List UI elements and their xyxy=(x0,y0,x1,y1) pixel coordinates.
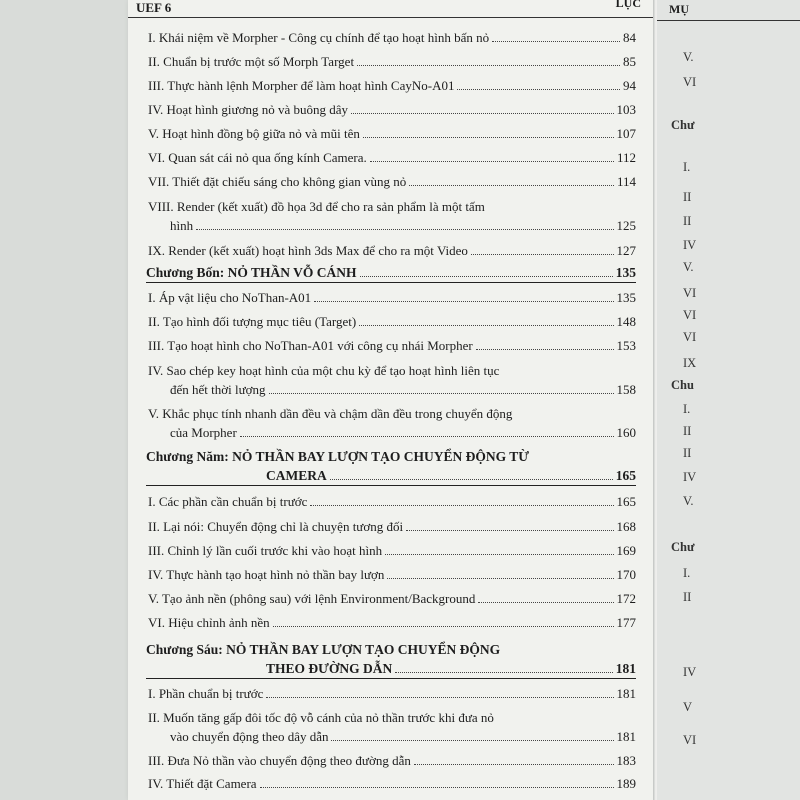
toc-section xyxy=(146,52,636,71)
toc-page-number: 148 xyxy=(616,314,636,329)
facing-section-fragment: VI xyxy=(683,308,697,322)
toc-section xyxy=(146,336,636,355)
dot-leader xyxy=(387,578,613,579)
toc-title: III. Tạo hoạt hình cho NoThan-A01 với công cụ nhái Morpher xyxy=(148,338,473,353)
dot-leader xyxy=(406,530,613,531)
facing-section-fragment: IX xyxy=(683,356,697,370)
toc-page-number: 103 xyxy=(616,102,636,117)
dot-leader xyxy=(240,436,614,437)
facing-chapter-fragment: Chư xyxy=(671,540,695,554)
facing-chapter-fragment: Chu xyxy=(671,378,694,392)
dot-leader xyxy=(395,672,612,673)
dot-leader xyxy=(471,254,614,255)
toc-page-number: 125 xyxy=(616,218,636,233)
facing-section-fragment: VI xyxy=(683,330,697,344)
dot-leader xyxy=(266,697,613,698)
toc-title: IV. Thiết đặt Camera xyxy=(148,776,257,791)
toc-page-number: 127 xyxy=(616,243,636,258)
toc-chapter xyxy=(146,263,636,283)
toc-page-number: 181 xyxy=(615,661,636,676)
toc-section xyxy=(146,288,636,307)
toc-page-number: 168 xyxy=(616,519,636,534)
toc-page-number: 153 xyxy=(616,338,636,353)
toc-title: V. Tạo ảnh nền (phông sau) với lệnh Environment/Background xyxy=(148,591,476,606)
toc-section xyxy=(146,76,636,95)
table-of-contents xyxy=(146,28,636,797)
toc-section xyxy=(146,28,636,47)
toc-section xyxy=(146,565,636,584)
header-rule xyxy=(128,17,653,18)
toc-title: vào chuyển động theo dây dẫn xyxy=(170,729,329,744)
dot-leader xyxy=(476,349,614,350)
header-right-text: LỤC xyxy=(615,0,641,10)
toc-title: II. Chuẩn bị trước một số Morph Target xyxy=(148,54,355,69)
toc-title: V. Khắc phục tính nhanh dần đều và chậm dần đều trong chuyển động xyxy=(148,406,513,421)
toc-page-number: 114 xyxy=(616,174,636,189)
facing-section-fragment: VI xyxy=(683,75,697,89)
toc-title: VI. Quan sát cái nỏ qua ống kính Camera. xyxy=(148,150,367,165)
dot-leader xyxy=(351,113,614,114)
dot-leader xyxy=(331,740,613,741)
toc-title: VII. Thiết đặt chiếu sáng cho không gian vùng nỏ xyxy=(148,174,407,189)
toc-page-number: 165 xyxy=(616,494,636,509)
toc-title: VIII. Render (kết xuất) đồ họa 3d để cho ra sản phẩm là một tấm xyxy=(148,199,485,214)
dot-leader xyxy=(359,325,613,326)
toc-title: II. Tạo hình đối tượng mục tiêu (Target) xyxy=(148,314,357,329)
toc-page-number: 183 xyxy=(616,753,636,768)
dot-leader xyxy=(360,276,613,277)
toc-section xyxy=(146,708,636,746)
toc-title: I. Áp vật liệu cho NoThan-A01 xyxy=(148,290,312,305)
facing-section-fragment: V. xyxy=(683,50,694,64)
toc-title: V. Hoạt hình đồng bộ giữa nỏ và mũi tên xyxy=(148,126,360,141)
toc-page-number: 181 xyxy=(616,686,636,701)
toc-page-number: 84 xyxy=(623,30,636,45)
toc-page-number: 170 xyxy=(616,567,636,582)
toc-title: III. Chỉnh lý lần cuối trước khi vào hoạt hình xyxy=(148,543,383,558)
toc-section xyxy=(146,751,636,770)
facing-section-fragment: V xyxy=(683,700,693,714)
toc-section xyxy=(146,148,636,167)
toc-page-number: 169 xyxy=(616,543,636,558)
toc-title: IV. Hoạt hình giương nỏ và buông dây xyxy=(148,102,348,117)
facing-section-fragment: II xyxy=(683,590,692,604)
toc-page-number: 158 xyxy=(616,382,636,397)
toc-title: IV. Thực hành tạo hoạt hình nỏ thần bay lượn xyxy=(148,567,385,582)
dot-leader xyxy=(357,65,620,66)
facing-section-fragment: V. xyxy=(683,260,694,274)
dot-leader xyxy=(414,764,614,765)
book-page xyxy=(128,0,653,800)
page-header xyxy=(128,0,653,24)
toc-page-number: 181 xyxy=(616,729,636,744)
toc-page-number: 160 xyxy=(616,425,636,440)
dot-leader xyxy=(385,554,613,555)
facing-page-header: MỤ xyxy=(669,2,689,16)
toc-section xyxy=(146,404,636,442)
toc-page-number: 85 xyxy=(623,54,636,69)
toc-section xyxy=(146,541,636,560)
toc-title: CAMERA xyxy=(266,468,327,483)
facing-page xyxy=(657,0,800,800)
dot-leader xyxy=(478,602,613,603)
facing-section-fragment: VI xyxy=(683,733,697,747)
dot-leader xyxy=(409,185,614,186)
toc-page-number: 107 xyxy=(616,126,636,141)
toc-title: II. Lại nói: Chuyển động chỉ là chuyện tương đối xyxy=(148,519,404,534)
toc-section xyxy=(146,241,636,260)
dot-leader xyxy=(370,161,614,162)
toc-page-number: 112 xyxy=(616,150,636,165)
toc-section xyxy=(146,312,636,331)
toc-title: THEO ĐƯỜNG DẪN xyxy=(266,661,393,676)
toc-section xyxy=(146,172,636,191)
toc-page-number: 135 xyxy=(615,265,636,280)
toc-section xyxy=(146,492,636,511)
dot-leader xyxy=(310,505,613,506)
toc-title: Chương Năm: NỎ THẦN BAY LƯỢN TẠO CHUYỂN ĐỘNG TỪ xyxy=(146,449,529,464)
toc-section xyxy=(146,774,636,793)
toc-section xyxy=(146,517,636,536)
toc-title: của Morpher xyxy=(170,425,237,440)
facing-section-fragment: IV xyxy=(683,665,697,679)
dot-leader xyxy=(330,479,613,480)
dot-leader xyxy=(269,393,614,394)
facing-section-fragment: II xyxy=(683,424,692,438)
toc-section xyxy=(146,684,636,703)
dot-leader xyxy=(273,626,614,627)
toc-title: IX. Render (kết xuất) hoạt hình 3ds Max để cho ra một Video xyxy=(148,243,468,258)
toc-title: Chương Sáu: NỎ THẦN BAY LƯỢN TẠO CHUYỂN ĐỘNG xyxy=(146,642,501,657)
toc-section xyxy=(146,589,636,608)
toc-page-number: 189 xyxy=(616,776,636,791)
facing-section-fragment: IV xyxy=(683,238,697,252)
toc-chapter xyxy=(146,447,636,486)
dot-leader xyxy=(363,137,614,138)
toc-section xyxy=(146,100,636,119)
toc-title: VI. Hiệu chỉnh ảnh nền xyxy=(148,615,270,630)
toc-section xyxy=(146,613,636,632)
toc-title: IV. Sao chép key hoạt hình của một chu kỳ để tạo hoạt hình liên tục xyxy=(148,363,500,378)
facing-section-fragment: V. xyxy=(683,494,694,508)
dot-leader xyxy=(314,301,613,302)
toc-title: I. Khái niệm về Morpher - Công cụ chính để tạo hoạt hình bấn nỏ xyxy=(148,30,490,45)
header-code: UEF 6 xyxy=(136,0,172,15)
facing-section-fragment: IV xyxy=(683,470,697,484)
toc-page-number: 172 xyxy=(616,591,636,606)
facing-section-fragment: VI xyxy=(683,286,697,300)
toc-title: III. Đưa Nỏ thần vào chuyển động theo đường dẫn xyxy=(148,753,411,768)
toc-section xyxy=(146,361,636,399)
toc-section xyxy=(146,197,636,235)
facing-page-rule xyxy=(657,20,800,21)
toc-section xyxy=(146,124,636,143)
toc-chapter xyxy=(146,640,636,679)
dot-leader xyxy=(196,229,613,230)
facing-section-fragment: II xyxy=(683,214,692,228)
dot-leader xyxy=(457,89,620,90)
toc-page-number: 165 xyxy=(615,468,636,483)
facing-section-fragment: I. xyxy=(683,566,691,580)
toc-page-number: 135 xyxy=(616,290,636,305)
facing-chapter-fragment: Chư xyxy=(671,118,695,132)
dot-leader xyxy=(260,787,614,788)
toc-title: Chương Bốn: NỎ THẦN VỖ CÁNH xyxy=(146,265,357,280)
toc-title: III. Thực hành lệnh Morpher để làm hoạt hình CayNo-A01 xyxy=(148,78,455,93)
toc-title: I. Các phần cần chuẩn bị trước xyxy=(148,494,308,509)
toc-page-number: 94 xyxy=(623,78,636,93)
toc-title: đến hết thời lượng xyxy=(170,382,266,397)
toc-title: hình xyxy=(170,218,194,233)
facing-section-fragment: I. xyxy=(683,160,691,174)
toc-title: II. Muốn tăng gấp đôi tốc độ vỗ cánh của nỏ thần trước khi đưa nỏ xyxy=(148,710,494,725)
facing-section-fragment: I. xyxy=(683,402,691,416)
toc-page-number: 177 xyxy=(616,615,636,630)
facing-section-fragment: II xyxy=(683,446,692,460)
facing-section-fragment: II xyxy=(683,190,692,204)
dot-leader xyxy=(492,41,620,42)
toc-title: I. Phần chuẩn bị trước xyxy=(148,686,264,701)
